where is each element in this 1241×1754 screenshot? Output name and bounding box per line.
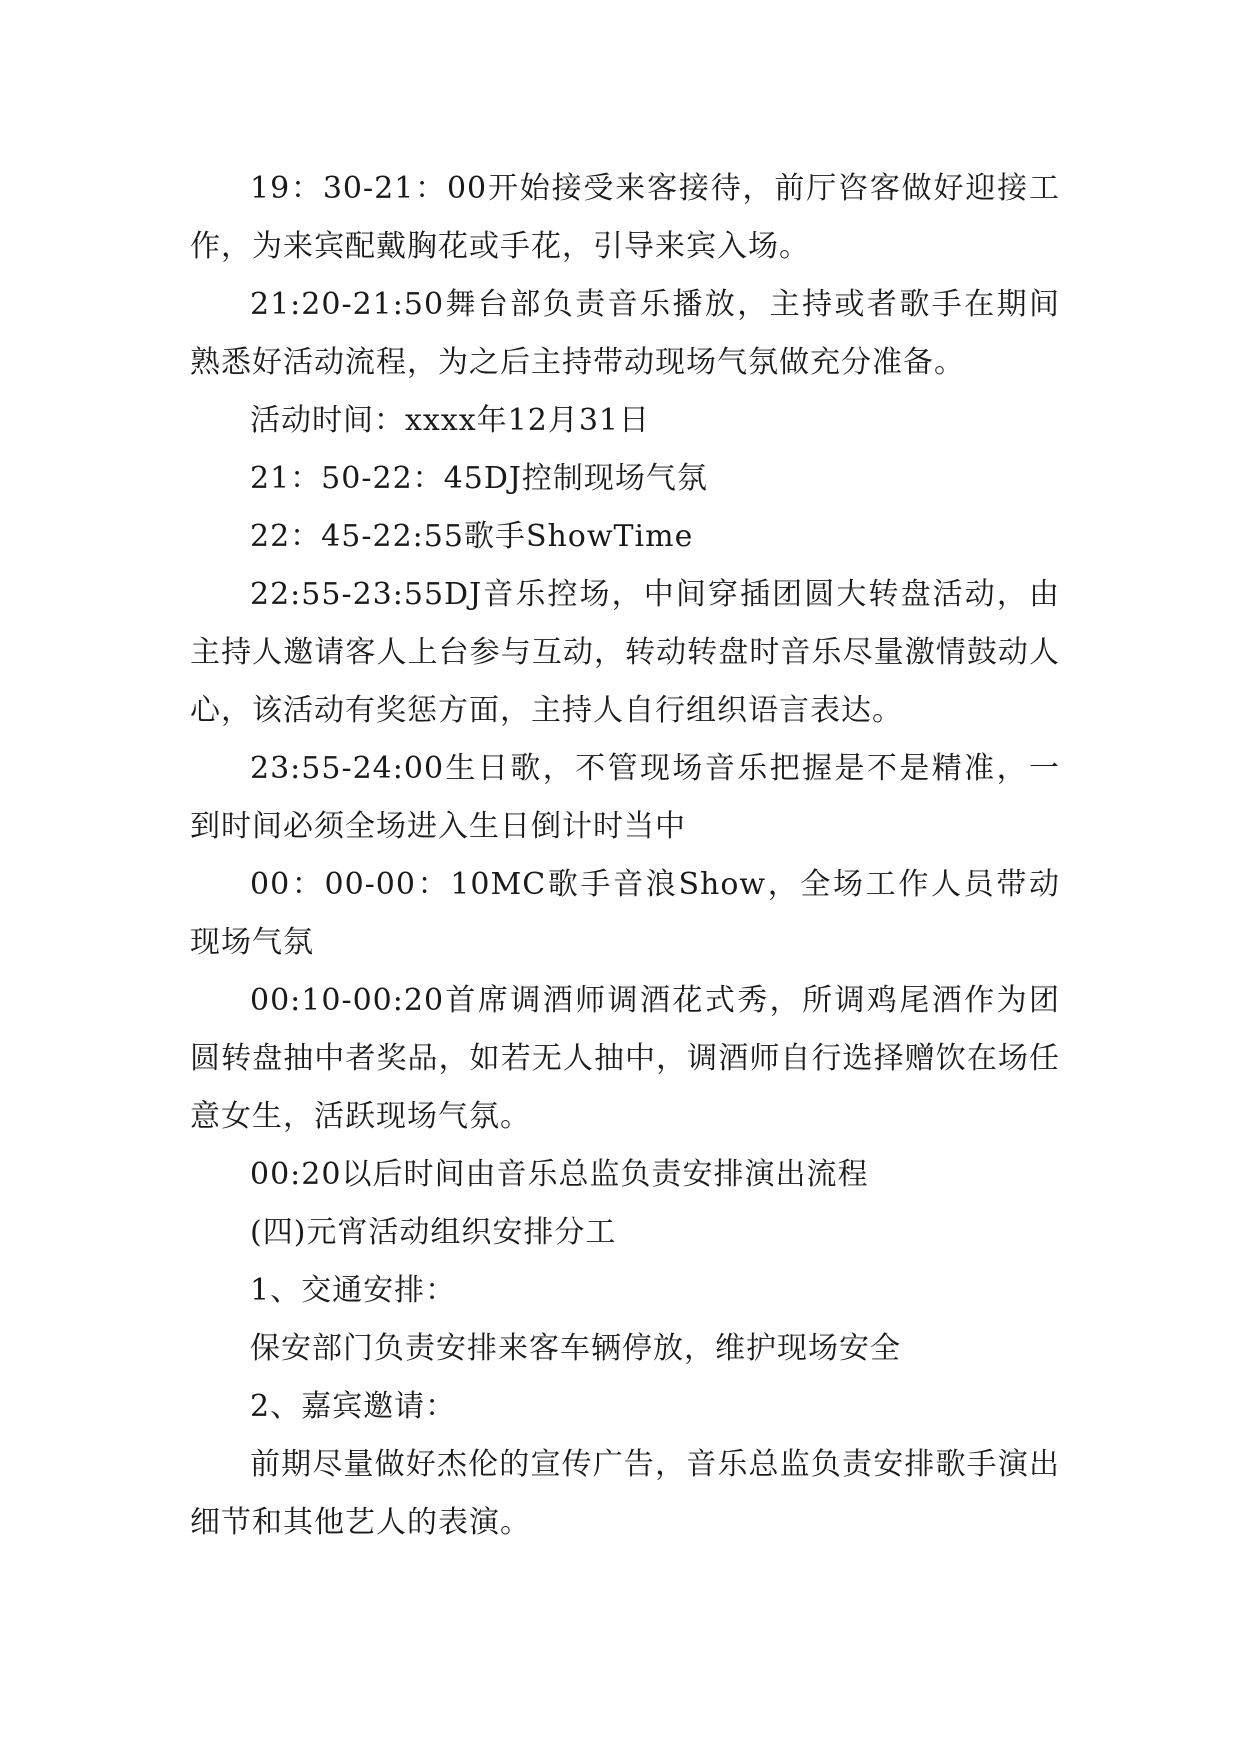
paragraph-bartender-show: 00:10-00:20首席调酒师调酒花式秀，所调鸡尾酒作为团圆转盘抽中者奖品，如若无人抽中，调酒师自行选择赠饮在场任意女生，活跃现场气氛。 — [190, 983, 1060, 1134]
paragraph-reception-schedule: 19：30-21：00开始接受来客接待，前厅咨客做好迎接工作，为来宾配戴胸花或手花，引导来宾入场。 — [190, 171, 1060, 264]
paragraph-stage-music: 21:20-21:50舞台部负责音乐播放，主持或者歌手在期间熟悉好活动流程，为之后主持带动现场气氛做充分准备。 — [190, 287, 1060, 380]
section-heading-organization: (四)元宵活动组织安排分工 — [250, 1215, 617, 1250]
paragraph-singer-showtime: 22：45-22:55歌手ShowTime — [250, 519, 694, 554]
paragraph-after-schedule: 00:20以后时间由音乐总监负责安排演出流程 — [250, 1157, 869, 1192]
subheading-traffic: 1、交通安排： — [250, 1273, 457, 1308]
paragraph-security: 保安部门负责安排来客车辆停放，维护现场安全 — [250, 1331, 901, 1366]
paragraph-dj-control: 21：50-22：45DJ控制现场气氛 — [250, 461, 708, 496]
paragraph-promotion: 前期尽量做好杰伦的宣传广告，音乐总监负责安排歌手演出细节和其他艺人的表演。 — [190, 1447, 1060, 1540]
paragraph-event-date: 活动时间：xxxx年12月31日 — [250, 403, 651, 438]
subheading-guest-invitation: 2、嘉宾邀请： — [250, 1389, 457, 1424]
paragraph-mc-show: 00：00-00：10MC歌手音浪Show，全场工作人员带动现场气氛 — [190, 867, 1060, 960]
paragraph-wheel-activity: 22:55-23:55DJ音乐控场，中间穿插团圆大转盘活动，由主持人邀请客人上台参与互动，转动转盘时音乐尽量激情鼓动人心，该活动有奖惩方面，主持人自行组织语言表达。 — [190, 577, 1060, 728]
document-body — [190, 160, 1060, 1552]
paragraph-birthday-song: 23:55-24:00生日歌，不管现场音乐把握是不是精准，一到时间必须全场进入生日倒计时当中 — [190, 751, 1060, 844]
